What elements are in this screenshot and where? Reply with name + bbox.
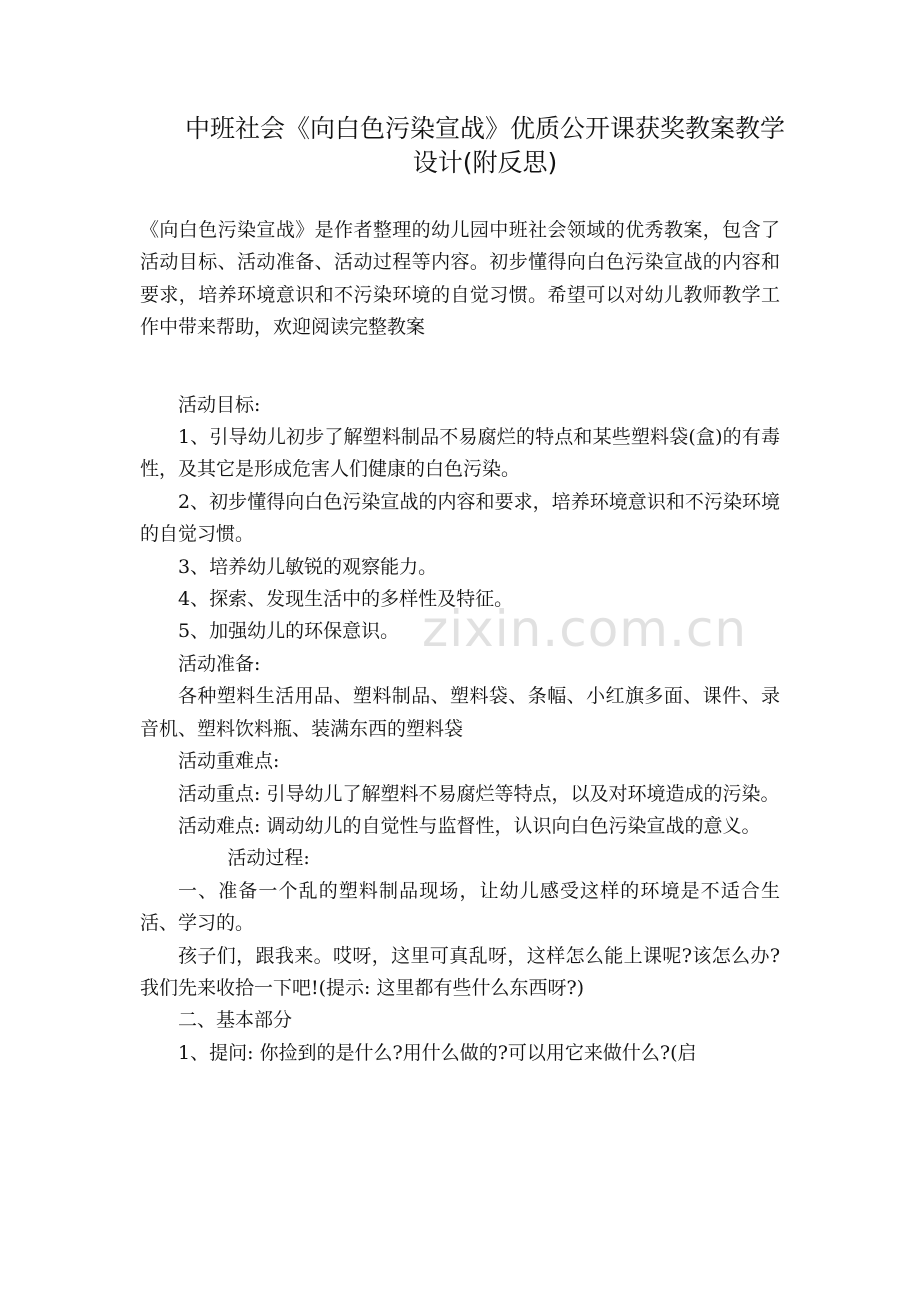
title-line-2: 设计(附反思) [412,148,558,177]
title-line-1: 中班社会《向白色污染宣战》优质公开课获奖教案教学 [184,114,785,143]
process-step: 1、提问: 你捡到的是什么?用什么做的?可以用它来做什么?(启 [178,1041,697,1064]
process-step: 孩子们，跟我来。哎呀，这里可真乱呀，这样怎么能上课呢?该怎么办?我们先来收拾一下吧!(提示: 这里都有些什么东西呀?) [140,944,780,999]
goal-item: 1、引导幼儿初步了解塑料制品不易腐烂的特点和某些塑料袋(盒)的有毒性，及其它是形成危害人们健康的白色污染。 [140,426,780,481]
goal-item: 2、初步懂得向白色污染宣战的内容和要求，培养环境意识和不污染环境的自觉习惯。 [140,490,780,546]
process-step: 一、准备一个乱的塑料制品现场，让幼儿感受这样的环境是不适合生活、学习的。 [140,879,780,935]
difficult-point: 活动难点: 调动幼儿的自觉性与监督性，认识向白色污染宣战的意义。 [178,814,761,837]
process-step: 二、基本部分 [178,1009,293,1032]
watermark: zixin.com.cn [422,600,748,658]
goal-item: 4、探索、发现生活中的多样性及特征。 [178,588,514,611]
process-heading: 活动过程: [227,847,310,870]
document-body [140,214,780,1069]
goals-heading: 活动目标: [178,393,261,416]
document-title [160,112,810,180]
goal-item: 3、培养幼儿敏锐的观察能力。 [178,555,438,578]
goal-item: 5、加强幼儿的环保意识。 [178,620,400,643]
key-heading: 活动重难点: [178,750,280,773]
paragraph-spacer [140,344,780,389]
prep-text: 各种塑料生活用品、塑料制品、塑料袋、条幅、小红旗多面、课件、录音机、塑料饮料瓶、装满东西的塑料袋 [140,685,780,740]
intro-paragraph: 《向白色污染宣战》是作者整理的幼儿园中班社会领域的优秀教案，包含了活动目标、活动准备、活动过程等内容。初步懂得向白色污染宣战的内容和要求，培养环境意识和不污染环境的自觉习惯。希望可以对幼儿教师教学工作中带来帮助，欢迎阅读完整教案 [140,219,780,339]
key-point: 活动重点: 引导幼儿了解塑料不易腐烂等特点，以及对环境造成的污染。 [178,782,780,805]
prep-heading: 活动准备: [178,652,261,675]
